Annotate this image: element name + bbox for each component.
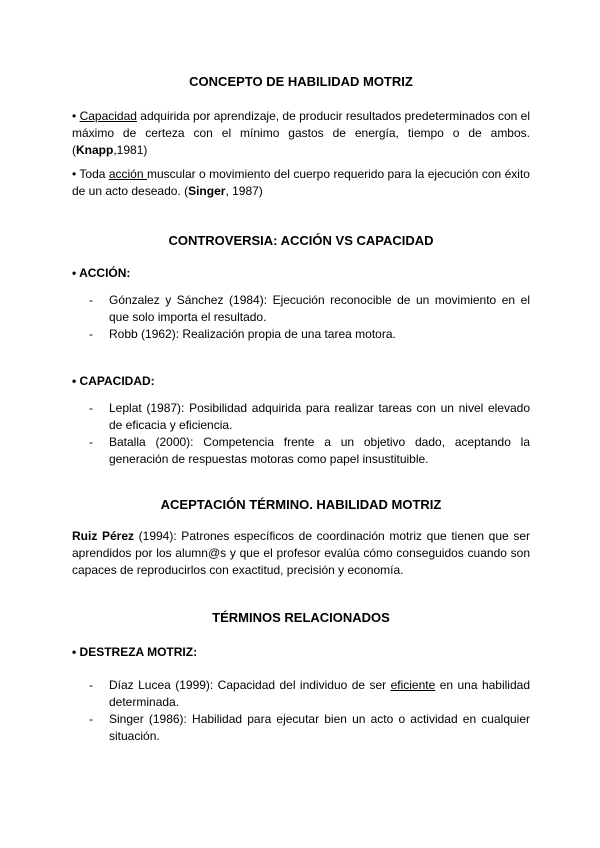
list-item: - Robb (1962): Realización propia de una tarea motora.: [89, 327, 396, 341]
list-capacidad: [72, 400, 530, 468]
subheading-accion: • ACCIÓN:: [72, 266, 131, 280]
subheading-capacidad: • CAPACIDAD:: [72, 374, 155, 388]
list-item: - Díaz Lucea (1999): Capacidad del individuo de ser eficiente en una habilidad determinada.: [89, 678, 530, 709]
definition-knapp: • Capacidad adquirida por aprendizaje, de producir resultados predeterminados con el máximo de certeza con el mínimo gastos de energía, tiempo o de ambos. (Knapp,1981): [72, 109, 530, 157]
list-item: - Leplat (1987): Posibilidad adquirida para realizar tareas con un nivel elevado de eficacia y eficiencia.: [89, 401, 530, 432]
heading-controversia: CONTROVERSIA: ACCIÓN VS CAPACIDAD: [168, 233, 434, 248]
heading-terminos: TÉRMINOS RELACIONADOS: [212, 610, 390, 625]
list-item: - Gónzalez y Sánchez (1984): Ejecución reconocible de un movimiento en el que solo importa el resultado.: [89, 293, 530, 324]
list-destreza: [72, 677, 530, 745]
list-accion: [72, 292, 530, 343]
definition-singer: • Toda acción muscular o movimiento del cuerpo requerido para la ejecución con éxito de un acto deseado. (Singer, 1987): [72, 167, 530, 198]
definition-ruiz-perez: Ruiz Pérez (1994): Patrones específicos de coordinación motriz que tienen que ser aprendidos por los alumn@s y que el profesor evalúa cómo conseguidos cuando son capaces de reproducirlos con exactitud, precisión y economía.: [72, 529, 530, 577]
list-item: - Batalla (2000): Competencia frente a un objetivo dado, aceptando la generación de respuestas motoras como papel insustituible.: [89, 435, 530, 466]
heading-aceptacion: ACEPTACIÓN TÉRMINO. HABILIDAD MOTRIZ: [160, 497, 442, 512]
list-item: - Singer (1986): Habilidad para ejecutar bien un acto o actividad en cualquier situación.: [89, 712, 530, 743]
heading-concepto: CONCEPTO DE HABILIDAD MOTRIZ: [189, 74, 413, 89]
subheading-destreza: • DESTREZA MOTRIZ:: [72, 645, 198, 659]
